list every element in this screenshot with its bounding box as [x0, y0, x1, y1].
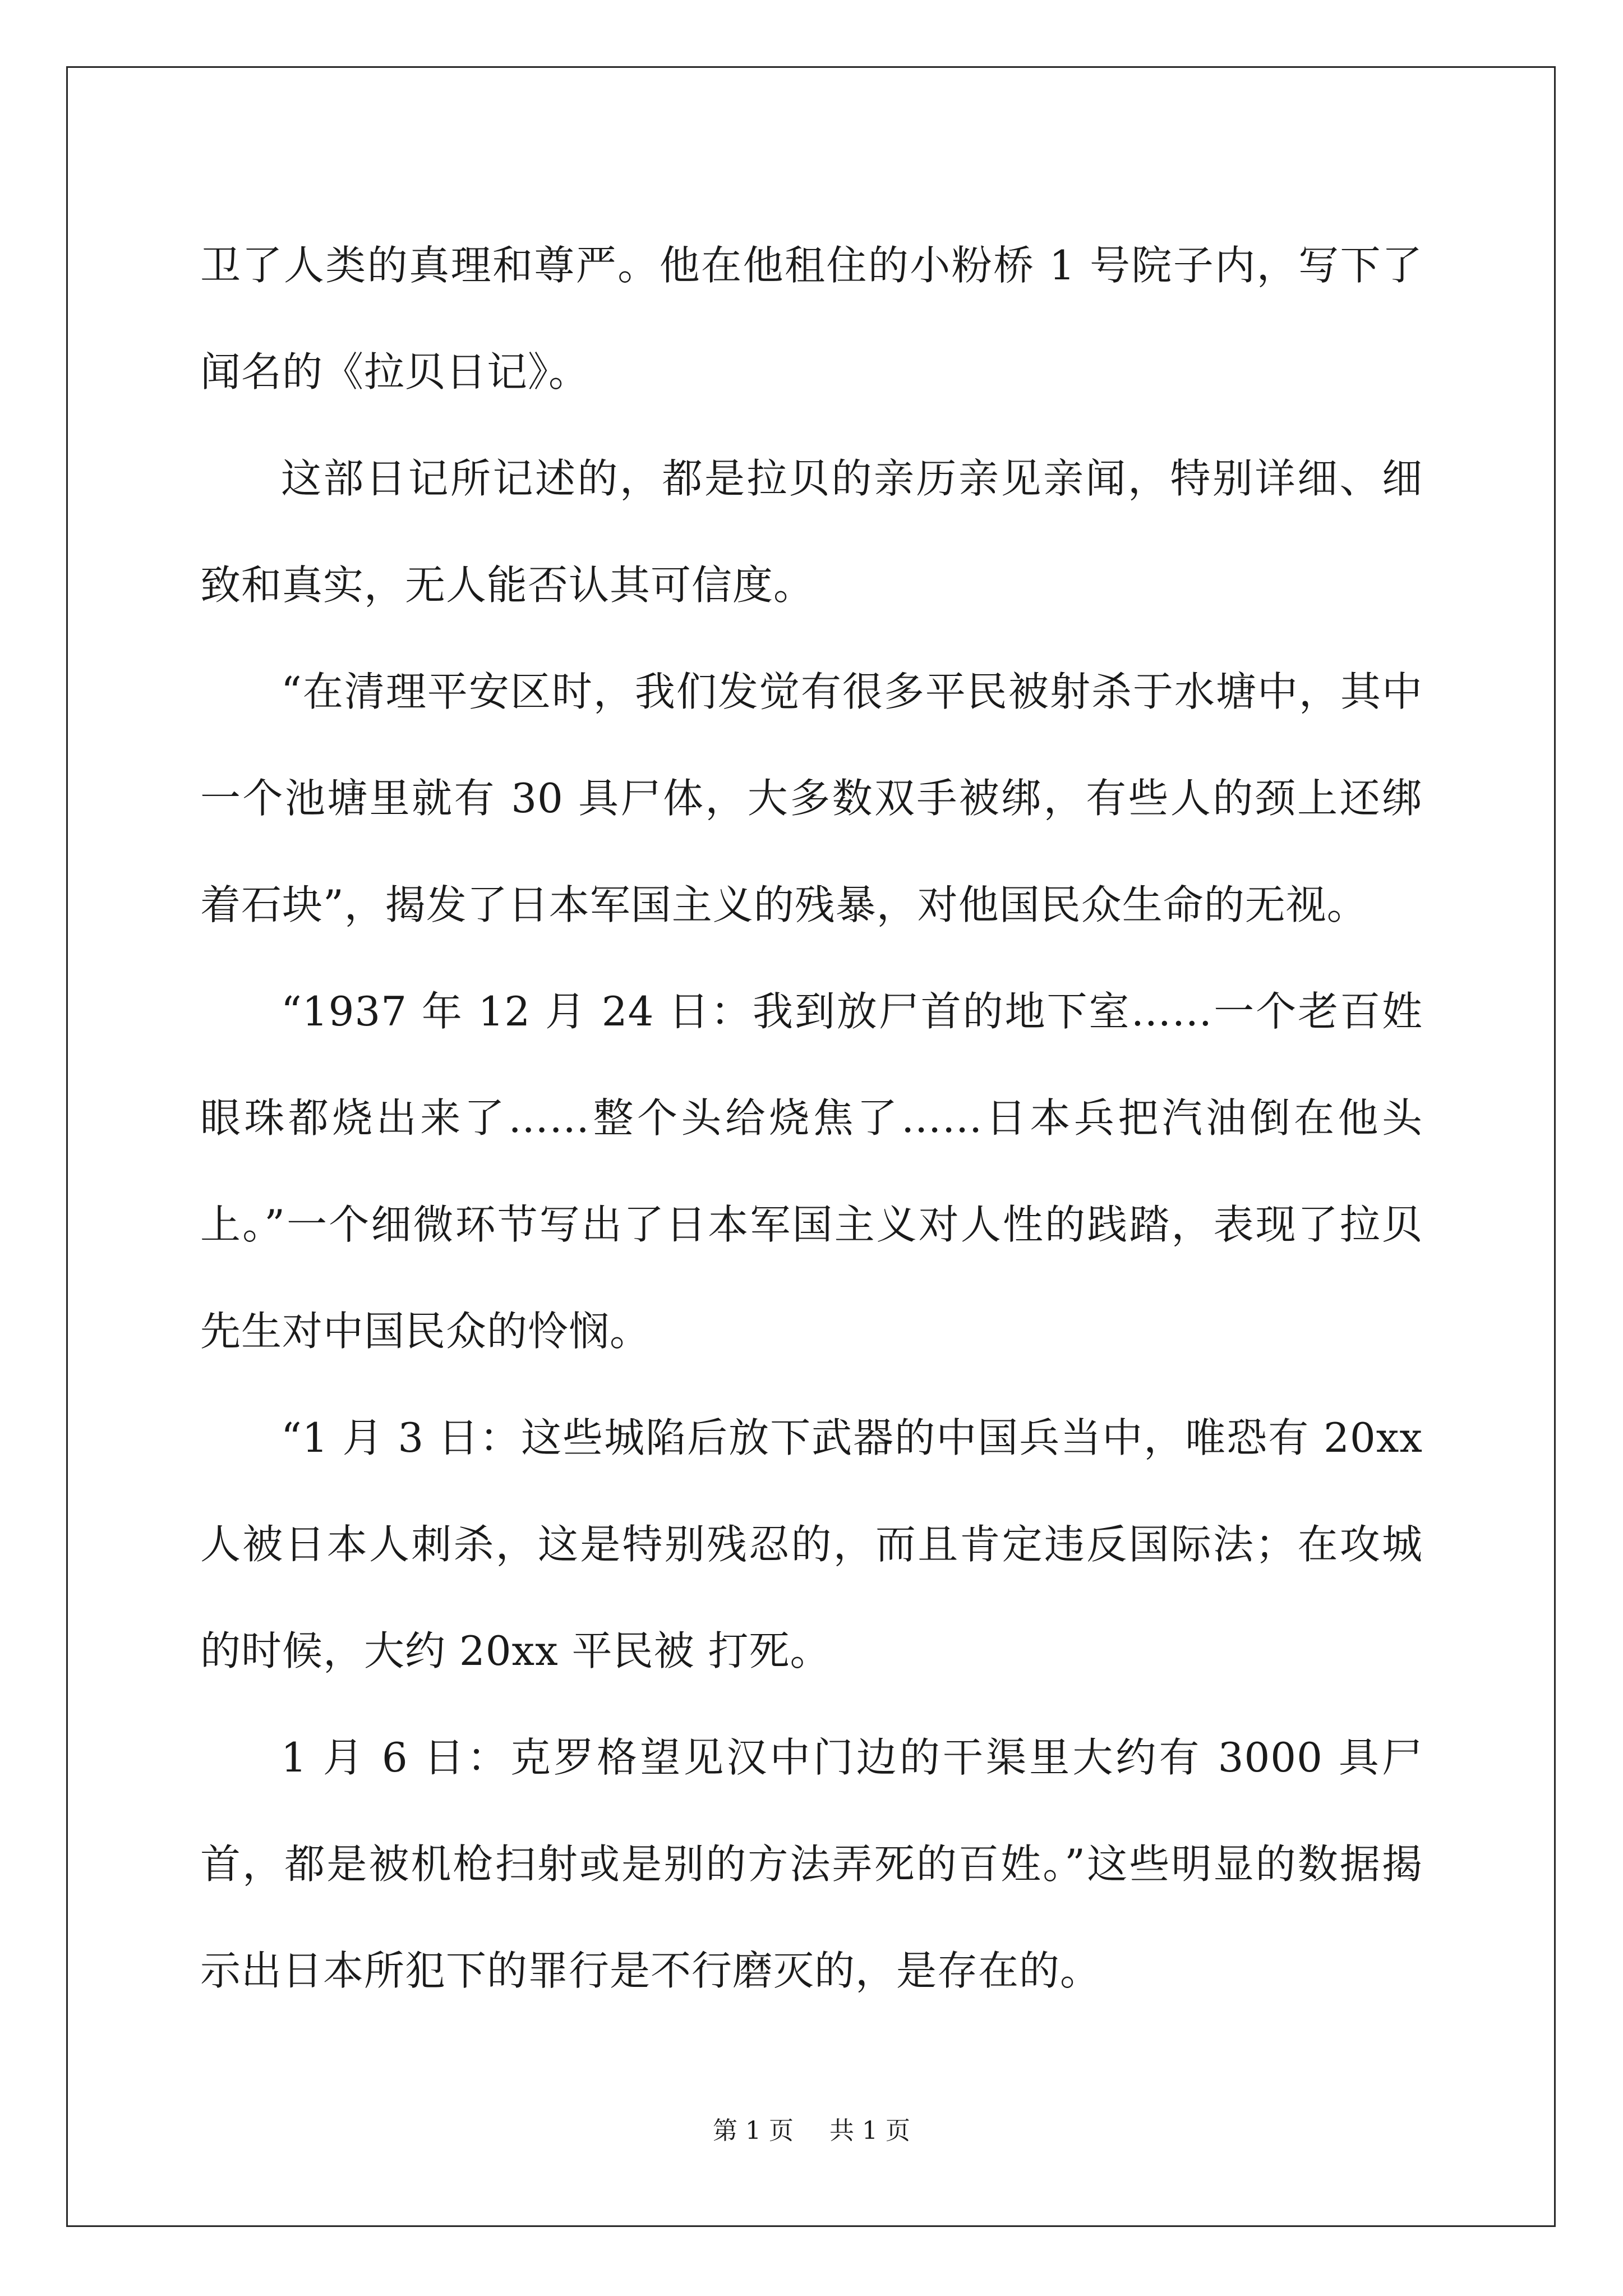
paragraph: “1 月 3 日：这些城陷后放下武器的中国兵当中，唯恐有 20xx 人被日本人刺杀，这是特别残忍的，而且肯定违反国际法；在攻城的时候，大约 20xx 平民被 打死。: [200, 1414, 1423, 1674]
paragraph: “1937 年 12 月 24 日：我到放尸首的地下室……一个老百姓眼珠都烧出来了……整个头给烧焦了……日本兵把汽油倒在他头上。”一个细微环节写出了日本军国主义对人性的践踏，表现了拉贝先生对中国民众的怜悯。: [200, 988, 1423, 1355]
document-body: [200, 212, 1423, 2024]
page-total: 共 1 页: [829, 2116, 910, 2145]
paragraph: 这部日记所记述的，都是拉贝的亲历亲见亲闻，特别详细、细致和真实，无人能否认其可信度。: [200, 455, 1423, 609]
page-footer: [0, 2110, 1623, 2146]
paragraph: 卫了人类的真理和尊严。他在他租住的小粉桥 1 号院子内，写下了闻名的《拉贝日记》。: [200, 242, 1423, 395]
paragraph: 1 月 6 日：克罗格望见汉中门边的干渠里大约有 3000 具尸首，都是被机枪扫射或是别的方法弄死的百姓。”这些明显的数据揭示出日本所犯下的罪行是不行磨灭的，是存在的。: [200, 1734, 1423, 1994]
paragraph: “在清理平安区时，我们发觉有很多平民被射杀于水塘中，其中一个池塘里就有 30 具尸体，大多数双手被绑，有些人的颈上还绑着石块”，揭发了日本军国主义的残暴，对他国民众生命的无视。: [200, 668, 1423, 928]
page-number: 第 1 页: [713, 2116, 794, 2145]
